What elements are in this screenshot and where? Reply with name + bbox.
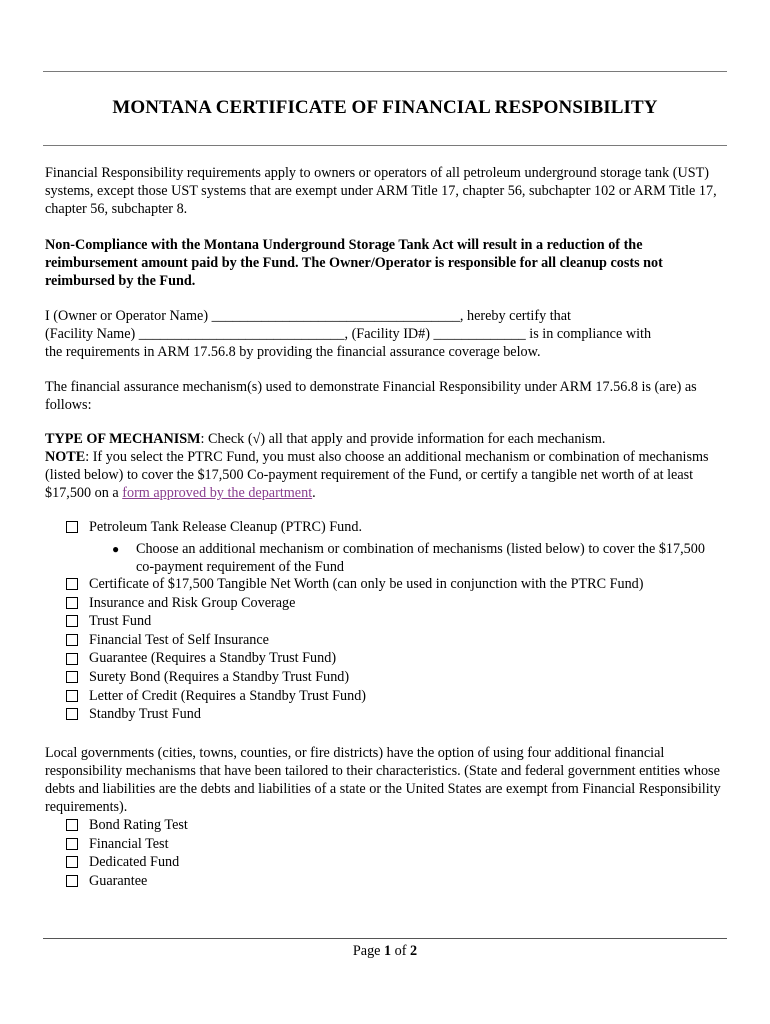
- noncompliance-paragraph: Non-Compliance with the Montana Underground Storage Tank Act will result in a reduction of the reimbursement amount paid by the Fund. The Owner/Operator is responsible for all cleanup costs not reimbursed by the Fund.: [45, 237, 663, 289]
- note-text: : If you select the PTRC Fund, you must also choose an additional mechanism or combination of mechanisms (listed below) to cover the $17,500 Co-payment requirement of the Fund, or certify a tangible net worth of at least $17,500 on a: [45, 449, 709, 501]
- mechanism-label: Trust Fund: [89, 613, 152, 630]
- facility-id-label: , (Facility ID#): [344, 326, 430, 342]
- owner-name-field[interactable]: ___________________________________: [211, 308, 460, 324]
- sub-bullet-text: Choose an additional mechanism or combination of mechanisms (listed below) to cover the $17,500 co-payment requirement of the Fund: [136, 541, 705, 575]
- local-mechanism-checkbox-list: [66, 816, 188, 890]
- mechanism-label: Certificate of $17,500 Tangible Net Worth (can only be used in conjunction with the PTRC Fund): [89, 576, 644, 592]
- list-item: [66, 705, 644, 724]
- page-footer: [43, 943, 727, 960]
- mechanism-intro: The financial assurance mechanism(s) used to demonstrate Financial Responsibility under ARM 17.56.8 is (are) as follows:: [45, 379, 697, 413]
- mechanism-label: Surety Bond (Requires a Standby Trust Fund): [89, 668, 350, 685]
- top-divider: [43, 71, 727, 72]
- title-divider: [43, 145, 727, 146]
- list-item: [66, 668, 644, 687]
- document-title: MONTANA CERTIFICATE OF FINANCIAL RESPONSIBILITY: [112, 97, 658, 118]
- local-government-paragraph: Local governments (cities, towns, counties, or fire districts) have the option of using four additional financial responsibility mechanisms that have been tailored to their characteristics. (State and federal government entities whose debts and liabilities are the debts and liabilities of a state or the United States are exempt from Financial Responsibility requirements).: [45, 745, 721, 815]
- type-heading: TYPE OF MECHANISM: [45, 431, 201, 447]
- list-item: [66, 816, 188, 835]
- checkbox[interactable]: [66, 671, 78, 683]
- compliance-text: is in compliance with: [525, 326, 652, 342]
- checkbox[interactable]: [66, 653, 78, 665]
- mechanism-item-ptrc: [66, 518, 362, 537]
- mechanism-label: Financial Test: [89, 835, 169, 852]
- checkbox[interactable]: [66, 521, 78, 533]
- list-item: [66, 687, 644, 706]
- list-item: [66, 612, 644, 631]
- checkbox[interactable]: [66, 875, 78, 887]
- checkbox[interactable]: [66, 578, 78, 590]
- list-item: [66, 631, 644, 650]
- list-item: [66, 853, 188, 872]
- facility-name-field[interactable]: _____________________________: [138, 326, 345, 342]
- list-item: [66, 835, 188, 854]
- mechanism-label: Guarantee: [89, 872, 148, 889]
- mechanism-checkbox-list: [66, 575, 644, 724]
- list-item: [66, 649, 644, 668]
- certification-statement: [45, 307, 725, 361]
- mechanism-label: Petroleum Tank Release Cleanup (PTRC) Fund.: [89, 519, 362, 535]
- type-of-mechanism: [45, 430, 725, 502]
- facility-id-field[interactable]: _____________: [433, 326, 526, 342]
- list-item: [66, 872, 188, 891]
- type-instruction: : Check (√) all that apply and provide information for each mechanism.: [200, 431, 606, 447]
- certify-line-3: the requirements in ARM 17.56.8 by providing the financial assurance coverage below.: [45, 344, 541, 360]
- mechanism-checkbox-list-first: [66, 518, 362, 537]
- mechanism-label: Dedicated Fund: [89, 854, 180, 871]
- mechanism-label: Insurance and Risk Group Coverage: [89, 594, 296, 611]
- page-total: 2: [410, 943, 418, 959]
- note-end: .: [312, 485, 316, 501]
- mechanism-label: Guarantee (Requires a Standby Trust Fund): [89, 650, 337, 667]
- page-number: 1: [384, 943, 392, 959]
- form-approved-link[interactable]: form approved by the department: [122, 485, 313, 501]
- checkbox[interactable]: [66, 615, 78, 627]
- checkbox[interactable]: [66, 838, 78, 850]
- intro-paragraph: Financial Responsibility requirements apply to owners or operators of all petroleum underground storage tank (UST) systems, except those UST systems that are exempt under ARM Title 17, chapter 56, subchapter 102 or ARM Title 17, chapter 56, subchapter 8.: [45, 165, 717, 217]
- of-word: of: [391, 943, 411, 959]
- list-item: [66, 594, 644, 613]
- page-word: Page: [352, 943, 385, 959]
- bullet-icon: ●: [112, 542, 120, 556]
- mechanism-label: Standby Trust Fund: [89, 706, 201, 723]
- owner-label: I (Owner or Operator Name): [45, 308, 209, 324]
- checkbox[interactable]: [66, 597, 78, 609]
- certify-text: , hereby certify that: [459, 308, 572, 324]
- facility-label: (Facility Name): [45, 326, 136, 342]
- checkbox[interactable]: [66, 819, 78, 831]
- mechanism-label: Bond Rating Test: [89, 817, 188, 833]
- checkbox[interactable]: [66, 690, 78, 702]
- mechanism-label: Letter of Credit (Requires a Standby Trust Fund): [89, 687, 367, 704]
- checkbox[interactable]: [66, 708, 78, 720]
- mechanism-label: Financial Test of Self Insurance: [89, 631, 269, 648]
- footer-divider: [43, 938, 727, 939]
- list-item: [66, 575, 644, 594]
- checkbox[interactable]: [66, 634, 78, 646]
- note-label: NOTE: [45, 449, 86, 465]
- sub-bullet: [112, 540, 712, 576]
- checkbox[interactable]: [66, 856, 78, 868]
